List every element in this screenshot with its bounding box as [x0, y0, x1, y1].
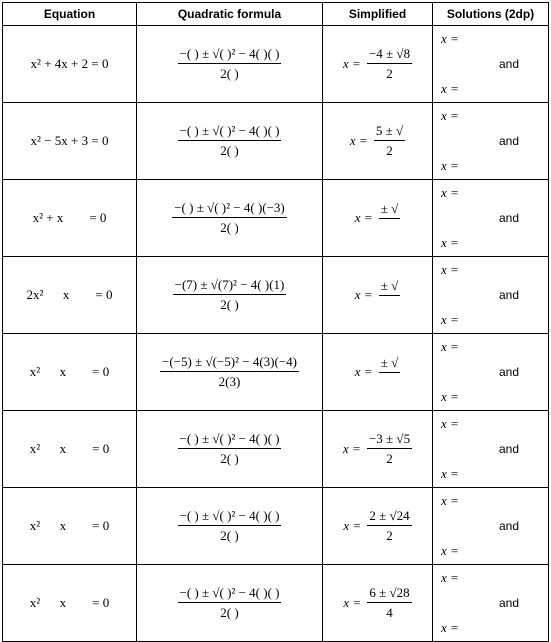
formula-denominator: 2( ): [220, 297, 239, 312]
equation-text: x² x = 0: [29, 441, 110, 456]
quadratic-formula-cell: [137, 26, 323, 103]
simplified-denominator: [379, 373, 401, 389]
table-row: [3, 411, 549, 488]
solution-2-label: x =: [441, 312, 459, 327]
formula-numerator: −(−5) ± √(−5)² − 4(3)(−4): [160, 354, 299, 372]
table-row: [3, 334, 549, 411]
quadratic-formula-cell: [137, 103, 323, 180]
quadratic-formula-cell: [137, 411, 323, 488]
simplified-denominator: [379, 296, 401, 312]
equation-text: x² x = 0: [29, 364, 110, 379]
x-equals-label: x =: [342, 56, 361, 71]
quadratic-formula-cell: [137, 565, 323, 642]
formula-denominator: 2( ): [220, 528, 239, 543]
and-label: and: [499, 596, 520, 610]
equation-text: 2x² x = 0: [26, 287, 113, 302]
and-label: and: [499, 57, 520, 71]
equation-cell: [3, 257, 137, 334]
solution-1-label: x =: [441, 185, 459, 200]
formula-numerator: −( ) ± √( )² − 4( )( ): [178, 585, 282, 603]
simplified-numerator: −3 ± √5: [367, 431, 412, 449]
formula-numerator: −( ) ± √( )² − 4( )( ): [178, 46, 282, 64]
simplified-numerator: 5 ± √: [374, 123, 405, 141]
simplified-fraction: [367, 431, 412, 467]
equation-cell: [3, 103, 137, 180]
simplified-numerator: ± √: [379, 278, 401, 296]
header-simplified: Simplified: [323, 3, 433, 26]
x-equals-label: x =: [354, 210, 373, 225]
formula-denominator: 2(3): [218, 374, 241, 389]
simplified-numerator: 2 ± √24: [367, 508, 411, 526]
formula-denominator: 2( ): [220, 66, 239, 81]
simplified-cell: [323, 26, 433, 103]
formula-denominator: 2( ): [220, 220, 239, 235]
simplified-numerator: −4 ± √8: [367, 46, 412, 64]
x-equals-label: x =: [349, 133, 368, 148]
table-row: [3, 257, 549, 334]
solution-2-label: x =: [441, 543, 459, 558]
formula-fraction: [172, 200, 287, 236]
simplified-fraction: [379, 278, 401, 312]
formula-fraction: [160, 354, 299, 390]
simplified-fraction: [367, 585, 411, 621]
equation-cell: [3, 334, 137, 411]
and-label: and: [499, 365, 520, 379]
quadratic-formula-cell: [137, 257, 323, 334]
quadratic-formula-cell: [137, 488, 323, 565]
simplified-numerator: ± √: [379, 201, 401, 219]
x-equals-label: x =: [343, 518, 362, 533]
quadratic-formula-worksheet: [2, 2, 549, 642]
simplified-cell: [323, 257, 433, 334]
formula-numerator: −( ) ± √( )² − 4( )( ): [178, 123, 282, 141]
x-equals-label: x =: [342, 441, 361, 456]
equation-cell: [3, 488, 137, 565]
simplified-numerator: ± √: [379, 355, 401, 373]
worksheet-rows: [3, 26, 549, 642]
equation-cell: [3, 565, 137, 642]
equation-cell: [3, 26, 137, 103]
solutions-cell: [433, 103, 549, 180]
solution-2-label: x =: [441, 158, 459, 173]
solution-1-label: x =: [441, 416, 459, 431]
simplified-denominator: 2: [386, 143, 393, 158]
header-quadratic-formula: Quadratic formula: [137, 3, 323, 26]
and-label: and: [499, 519, 520, 533]
table-row: [3, 26, 549, 103]
solutions-cell: [433, 334, 549, 411]
formula-denominator: 2( ): [220, 605, 239, 620]
x-equals-label: x =: [354, 364, 373, 379]
formula-numerator: −(7) ± √(7)² − 4( )(1): [173, 277, 287, 295]
simplified-denominator: 2: [386, 528, 393, 543]
simplified-cell: [323, 334, 433, 411]
equation-cell: [3, 180, 137, 257]
simplified-fraction: [379, 201, 401, 235]
formula-numerator: −( ) ± √( )² − 4( )(−3): [172, 200, 287, 218]
simplified-cell: [323, 411, 433, 488]
formula-numerator: −( ) ± √( )² − 4( )( ): [178, 431, 282, 449]
formula-fraction: [173, 277, 287, 313]
solution-2-label: x =: [441, 235, 459, 250]
solution-2-label: x =: [441, 466, 459, 481]
table-row: [3, 565, 549, 642]
simplified-fraction: [367, 46, 412, 82]
solutions-cell: [433, 180, 549, 257]
simplified-denominator: [379, 219, 401, 235]
simplified-denominator: 2: [386, 66, 393, 81]
quadratic-formula-cell: [137, 180, 323, 257]
formula-fraction: [178, 46, 282, 82]
and-label: and: [499, 288, 520, 302]
solution-1-label: x =: [441, 31, 459, 46]
simplified-cell: [323, 488, 433, 565]
equation-cell: [3, 411, 137, 488]
solution-2-label: x =: [441, 81, 459, 96]
and-label: and: [499, 442, 520, 456]
solutions-cell: [433, 257, 549, 334]
solutions-cell: [433, 411, 549, 488]
equation-text: x² − 5x + 3 = 0: [30, 133, 109, 148]
formula-denominator: 2( ): [220, 451, 239, 466]
simplified-fraction: [374, 123, 405, 159]
and-label: and: [499, 211, 520, 225]
formula-fraction: [178, 431, 282, 467]
simplified-denominator: 4: [386, 605, 393, 620]
x-equals-label: x =: [354, 287, 373, 302]
simplified-cell: [323, 103, 433, 180]
solution-2-label: x =: [441, 389, 459, 404]
and-label: and: [499, 134, 520, 148]
formula-numerator: −( ) ± √( )² − 4( )( ): [178, 508, 282, 526]
solution-1-label: x =: [441, 262, 459, 277]
simplified-cell: [323, 180, 433, 257]
simplified-fraction: [379, 355, 401, 389]
table-row: [3, 488, 549, 565]
solution-1-label: x =: [441, 339, 459, 354]
equation-text: x² x = 0: [29, 595, 110, 610]
solutions-cell: [433, 565, 549, 642]
simplified-denominator: 2: [386, 451, 393, 466]
formula-denominator: 2( ): [220, 143, 239, 158]
solutions-cell: [433, 26, 549, 103]
equation-text: x² + 4x + 2 = 0: [30, 56, 109, 71]
formula-fraction: [178, 585, 282, 621]
solution-1-label: x =: [441, 108, 459, 123]
solution-1-label: x =: [441, 570, 459, 585]
formula-fraction: [178, 123, 282, 159]
simplified-cell: [323, 565, 433, 642]
x-equals-label: x =: [343, 595, 362, 610]
table-row: [3, 103, 549, 180]
header-equation: Equation: [3, 3, 137, 26]
solution-2-label: x =: [441, 620, 459, 635]
equation-text: x² + x = 0: [32, 210, 107, 225]
table-row: [3, 180, 549, 257]
header-row: [3, 3, 549, 26]
equation-text: x² x = 0: [29, 518, 110, 533]
solution-1-label: x =: [441, 493, 459, 508]
header-solutions: Solutions (2dp): [433, 3, 549, 26]
simplified-numerator: 6 ± √28: [367, 585, 411, 603]
formula-fraction: [178, 508, 282, 544]
quadratic-formula-cell: [137, 334, 323, 411]
simplified-fraction: [367, 508, 411, 544]
solutions-cell: [433, 488, 549, 565]
